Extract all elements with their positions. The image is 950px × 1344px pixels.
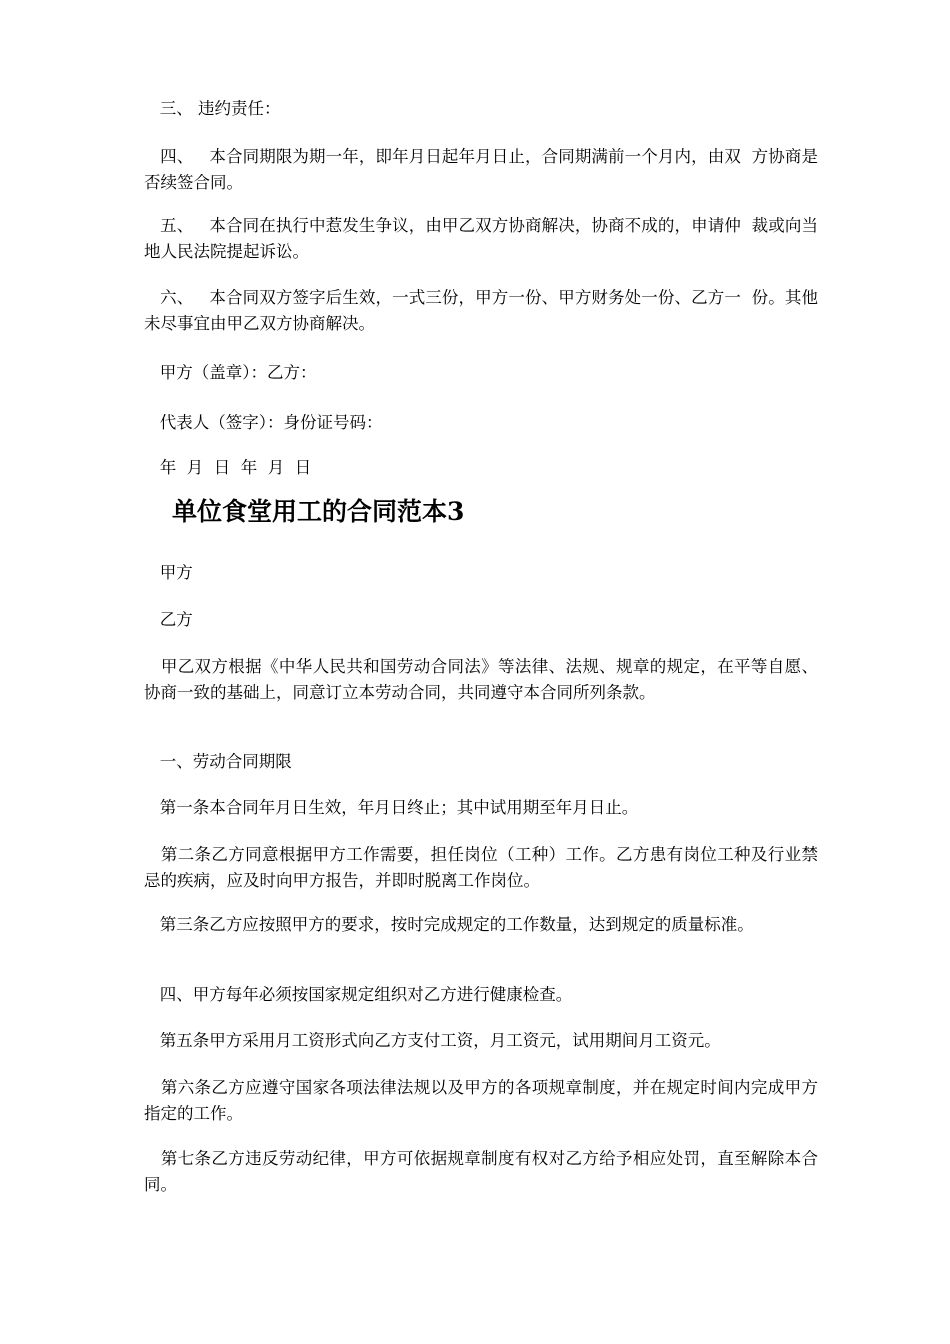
party-a-label: 甲方 — [144, 563, 193, 582]
party-a-seal-line: 甲方（盖章）：乙方： — [144, 363, 317, 382]
section-1-contract-period: 一、劳动合同期限 — [144, 752, 292, 771]
party-b-label: 乙方 — [144, 610, 193, 629]
clause-6-effectiveness: 六、 本合同双方签字后生效，一式三份，甲方一份、甲方财务处一份、乙方一 份。其他未尽事宜由甲乙双方协商解决。 — [144, 288, 818, 333]
date-line: 年 月 日 年 月 日 — [144, 458, 312, 477]
clause-5-dispute-resolution: 五、 本合同在执行中惹发生争议，由甲乙双方协商解决，协商不成的，申请仲 裁或向当地人民法院提起诉讼。 — [144, 216, 818, 261]
section-heading: 单位食堂用工的合同范本3 — [172, 497, 465, 526]
item-4-health-check: 四、甲方每年必须按国家规定组织对乙方进行健康检查。 — [144, 985, 573, 1004]
representative-signature-line: 代表人（签字）：身份证号码： — [144, 413, 383, 432]
preamble-paragraph: 甲乙双方根据《中华人民共和国劳动合同法》等法律、法规、规章的规定，在平等自愿、协商一致的基础上，同意订立本劳动合同，共同遵守本合同所列条款。 — [144, 657, 818, 702]
article-2: 第二条乙方同意根据甲方工作需要，担任岗位（工种）工作。乙方患有岗位工种及行业禁忌的疾病，应及时向甲方报告，并即时脱离工作岗位。 — [144, 845, 818, 890]
clause-3-breach-liability: 三、 违约责任： — [144, 99, 281, 118]
article-3: 第三条乙方应按照甲方的要求，按时完成规定的工作数量，达到规定的质量标准。 — [144, 915, 754, 934]
clause-4-contract-term: 四、 本合同期限为期一年，即年月日起年月日止，合同期满前一个月内，由双 方协商是否续签合同。 — [144, 147, 818, 192]
article-6: 第六条乙方应遵守国家各项法律法规以及甲方的各项规章制度，并在规定时间内完成甲方指定的工作。 — [144, 1078, 818, 1123]
article-5: 第五条甲方采用月工资形式向乙方支付工资，月工资元，试用期间月工资元。 — [144, 1031, 721, 1050]
article-7: 第七条乙方违反劳动纪律，甲方可依据规章制度有权对乙方给予相应处罚，直至解除本合同。 — [144, 1149, 818, 1194]
article-1: 第一条本合同年月日生效，年月日终止；其中试用期至年月日止。 — [144, 798, 639, 817]
